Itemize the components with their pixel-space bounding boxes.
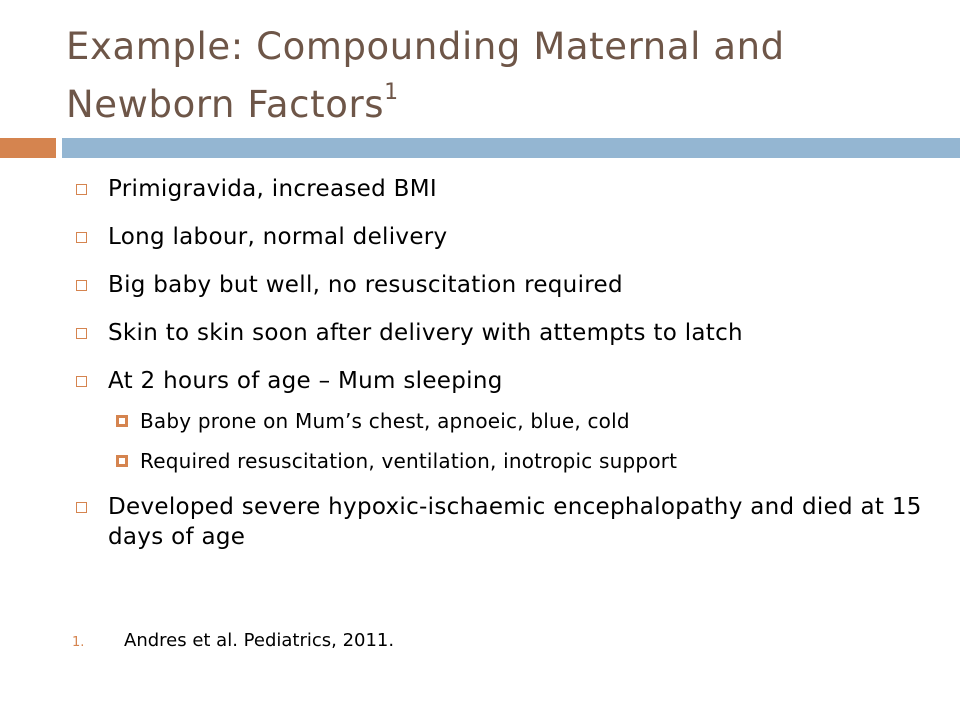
bullet-text: Skin to skin soon after delivery with attempts to latch bbox=[108, 320, 743, 346]
bullet-text: Long labour, normal delivery bbox=[108, 224, 448, 250]
filled-square-bullet-icon bbox=[116, 455, 128, 467]
sub-bullet-list bbox=[108, 408, 956, 474]
square-bullet-icon bbox=[76, 376, 87, 387]
bullet-text: Big baby but well, no resuscitation required bbox=[108, 272, 623, 298]
bullet-item bbox=[66, 174, 956, 204]
sub-bullet-item bbox=[106, 408, 956, 434]
bullet-item bbox=[66, 318, 956, 348]
bullet-item bbox=[66, 366, 956, 474]
bullet-text: Primigravida, increased BMI bbox=[108, 176, 437, 202]
bullet-item bbox=[66, 222, 956, 252]
square-bullet-icon bbox=[76, 232, 87, 243]
filled-square-bullet-icon bbox=[116, 415, 128, 427]
square-bullet-icon bbox=[76, 502, 87, 513]
slide-title bbox=[66, 18, 936, 134]
footnote bbox=[72, 630, 394, 651]
square-bullet-icon bbox=[76, 184, 87, 195]
slide-title-text: Example: Compounding Maternal and Newborn Factors bbox=[66, 25, 785, 126]
sub-bullet-text: Baby prone on Mum’s chest, apnoeic, blue, cold bbox=[140, 409, 630, 433]
bullet-list bbox=[66, 174, 956, 570]
bullet-text: At 2 hours of age – Mum sleeping bbox=[108, 368, 503, 394]
bullet-item bbox=[66, 270, 956, 300]
accent-bar-orange bbox=[0, 138, 56, 158]
bullet-text: Developed severe hypoxic-ischaemic encephalopathy and died at 15 days of age bbox=[108, 494, 922, 550]
square-bullet-icon bbox=[76, 328, 87, 339]
sub-bullet-text: Required resuscitation, ventilation, inotropic support bbox=[140, 449, 678, 473]
title-superscript: 1 bbox=[384, 80, 399, 105]
footnote-text: Andres et al. Pediatrics, 2011. bbox=[124, 630, 395, 651]
accent-bar-blue bbox=[62, 138, 960, 158]
square-bullet-icon bbox=[76, 280, 87, 291]
footnote-number: 1. bbox=[72, 635, 85, 650]
sub-bullet-item bbox=[106, 448, 956, 474]
bullet-item bbox=[66, 492, 956, 552]
